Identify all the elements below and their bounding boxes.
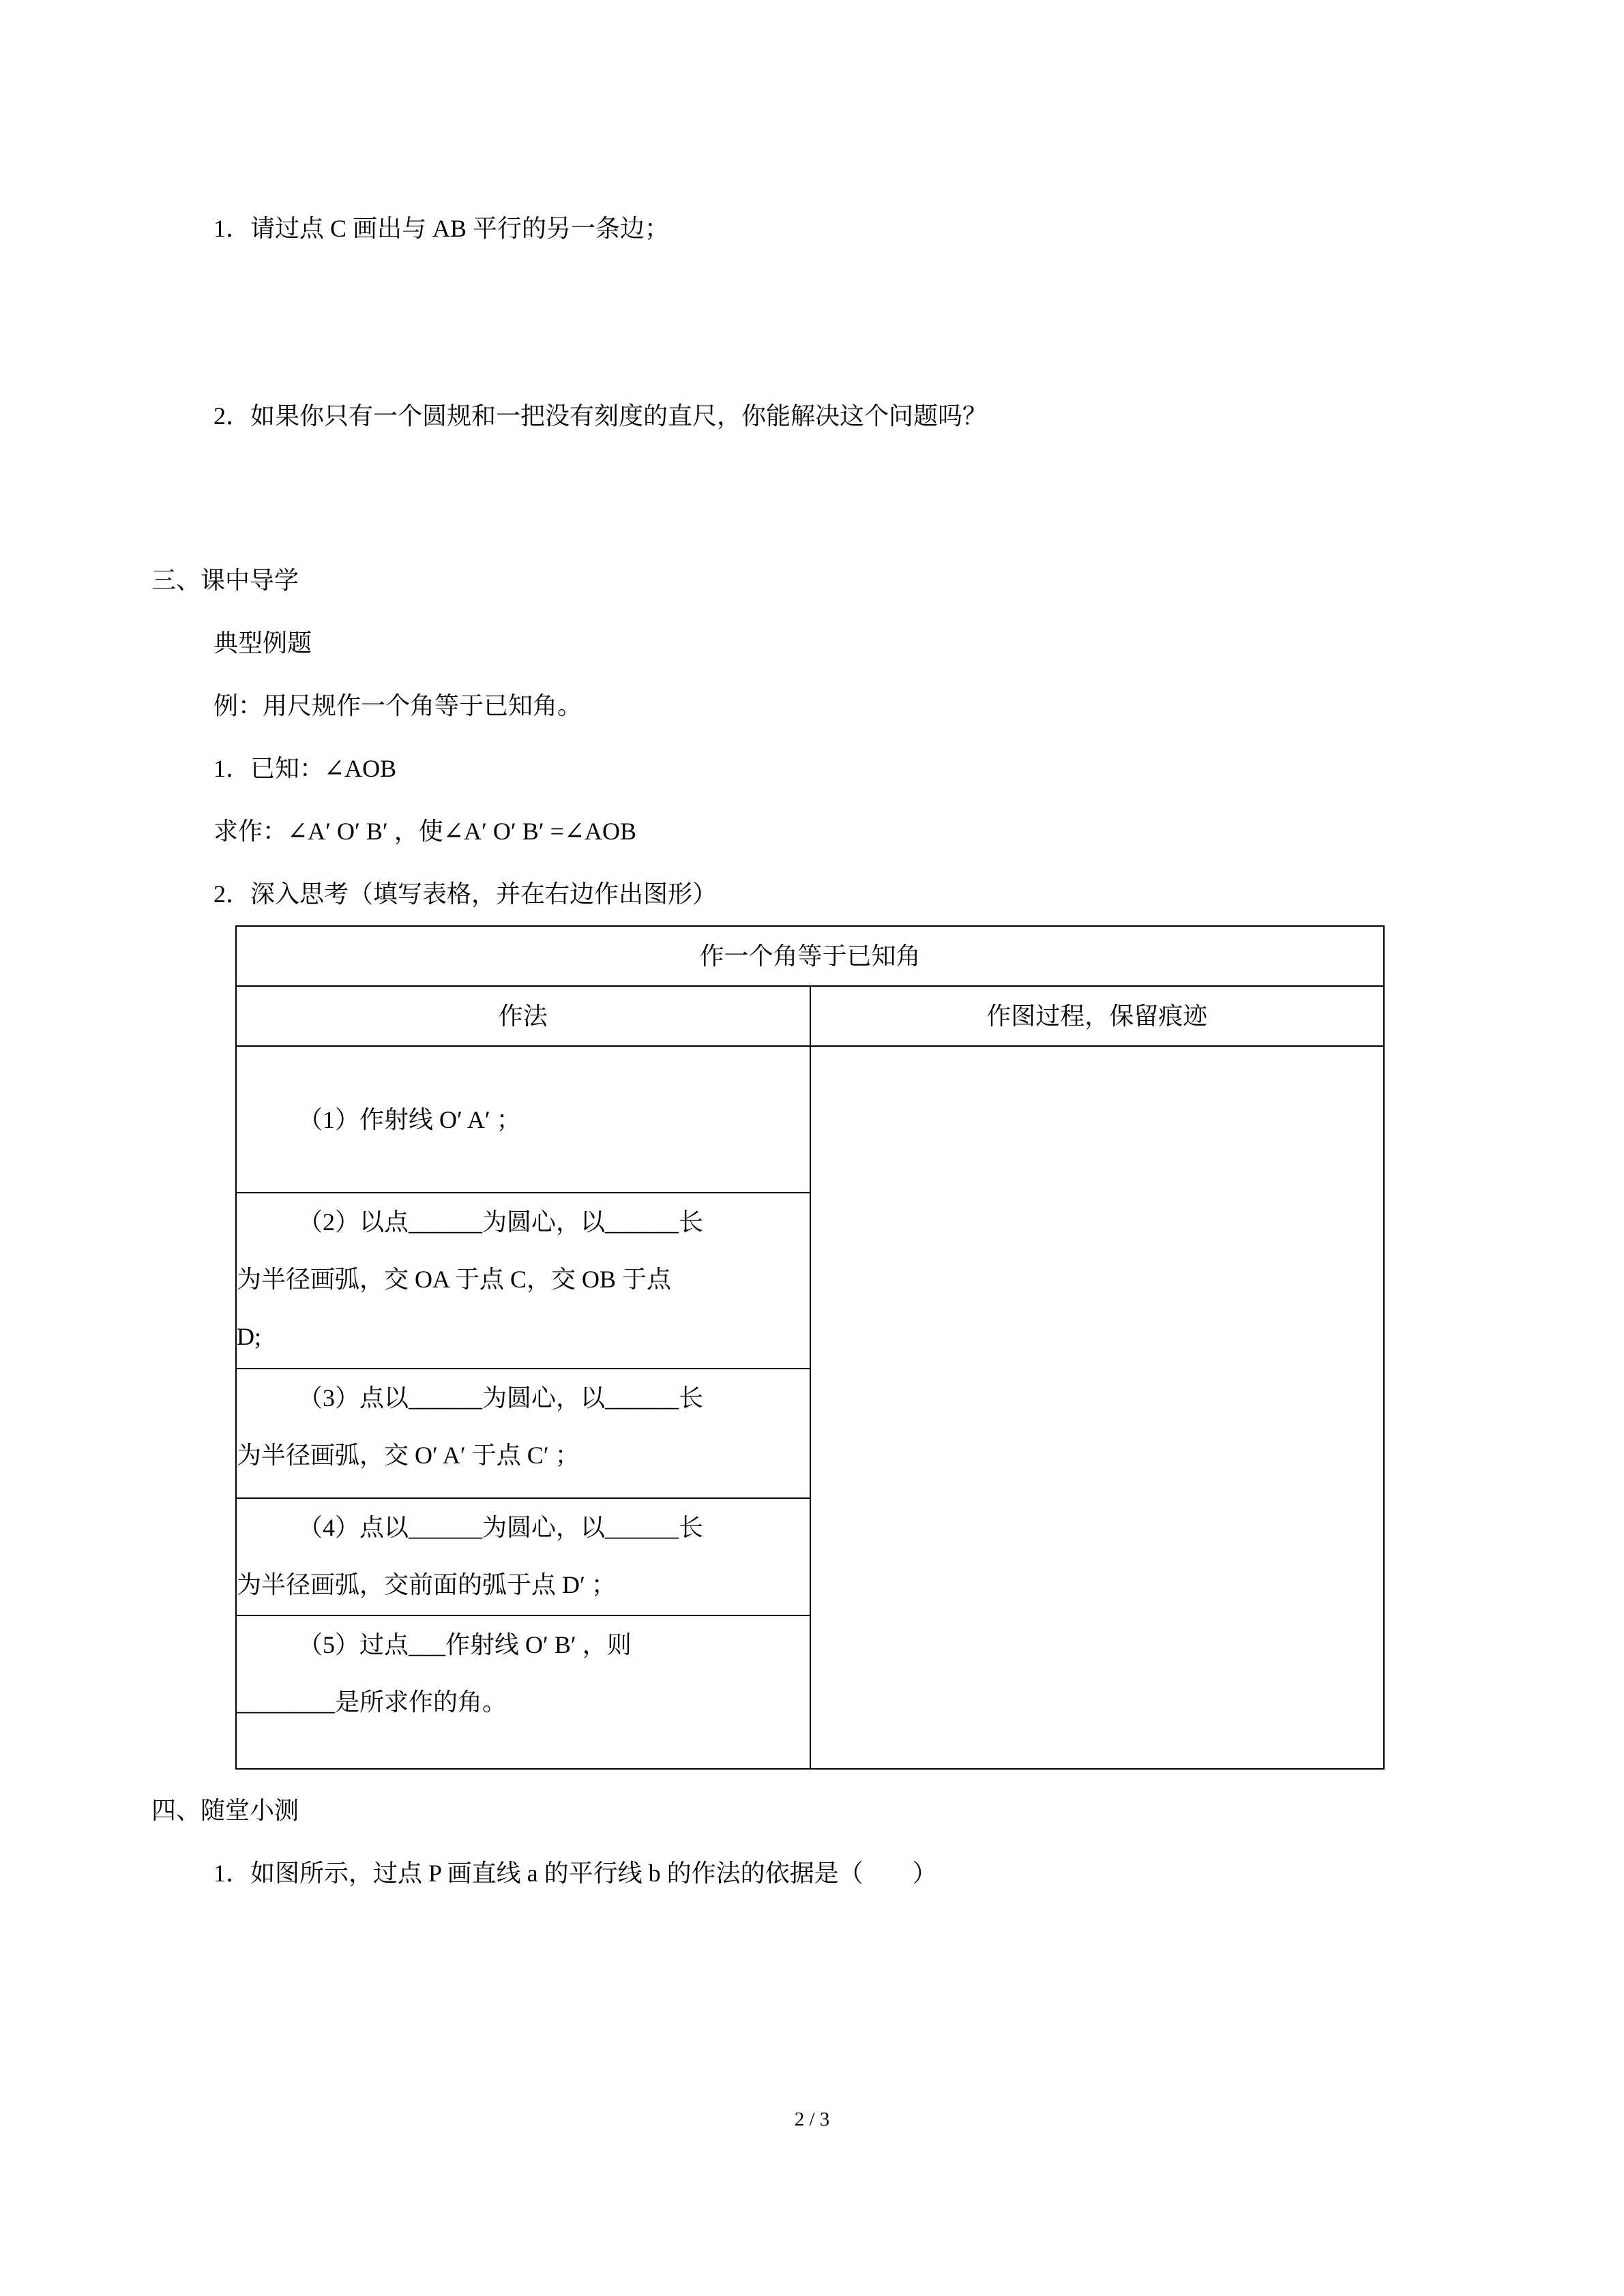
section-heading-in-class: 三、课中导学 xyxy=(151,567,299,594)
step-5-cell xyxy=(236,1615,810,1769)
example-intro: 例：用尺规作一个角等于已知角。 xyxy=(213,692,582,719)
step-1-cell xyxy=(236,1046,810,1193)
construction-table xyxy=(235,925,1385,1770)
pre-question-1: 1．请过点 C 画出与 AB 平行的另一条边； xyxy=(213,215,670,242)
step-4-cell xyxy=(236,1498,810,1615)
quiz-question-1: 1．如图所示，过点 P 画直线 a 的平行线 b 的作法的依据是（ ） xyxy=(213,1860,937,1887)
step-4-line-2: 为半径画弧，交前面的弧于点 D′ ； xyxy=(237,1571,616,1598)
table-header-row xyxy=(236,986,1384,1046)
section-heading-quiz: 四、随堂小测 xyxy=(151,1797,299,1824)
step-3-line-2: 为半径画弧，交 O′ A′ 于点 C′ ； xyxy=(237,1442,580,1469)
process-drawing-cell xyxy=(810,1046,1385,1769)
table-title: 作一个角等于已知角 xyxy=(236,926,1384,986)
step-3-cell xyxy=(236,1369,810,1498)
step-5-line-2: ________是所求作的角。 xyxy=(237,1688,507,1716)
step-2-line-3: D; xyxy=(237,1323,261,1350)
step-4-line-1: （4）点以______为圆心，以______长 xyxy=(298,1514,704,1541)
example-to-construct: 求作：∠A′ O′ B′ ，使∠A′ O′ B′ =∠AOB xyxy=(213,818,637,845)
typical-examples-subheading: 典型例题 xyxy=(213,629,312,657)
step-2-line-1: （2）以点______为圆心，以______长 xyxy=(298,1208,704,1236)
pre-question-2: 2．如果你只有一个圆规和一把没有刻度的直尺，你能解决这个问题吗？ xyxy=(213,402,988,430)
table-row xyxy=(236,1046,1384,1193)
process-column-header: 作图过程，保留痕迹 xyxy=(810,986,1385,1046)
step-2-cell xyxy=(236,1193,810,1369)
page-content xyxy=(151,0,1467,1905)
deep-think-prompt: 2．深入思考（填写表格，并在右边作出图形） xyxy=(213,880,718,908)
step-1-line-1: （1）作射线 O′ A′ ； xyxy=(298,1105,521,1133)
page-number: 2 / 3 xyxy=(794,2108,830,2130)
step-2-line-2: 为半径画弧，交 OA 于点 C，交 OB 于点 xyxy=(237,1266,672,1293)
step-5-line-1: （5）过点___作射线 O′ B′ ，则 xyxy=(298,1631,632,1658)
step-3-line-1: （3）点以______为圆心，以______长 xyxy=(298,1384,704,1412)
example-known: 1．已知：∠AOB xyxy=(213,755,397,782)
method-column-header: 作法 xyxy=(236,986,810,1046)
table-title-row xyxy=(236,926,1384,986)
